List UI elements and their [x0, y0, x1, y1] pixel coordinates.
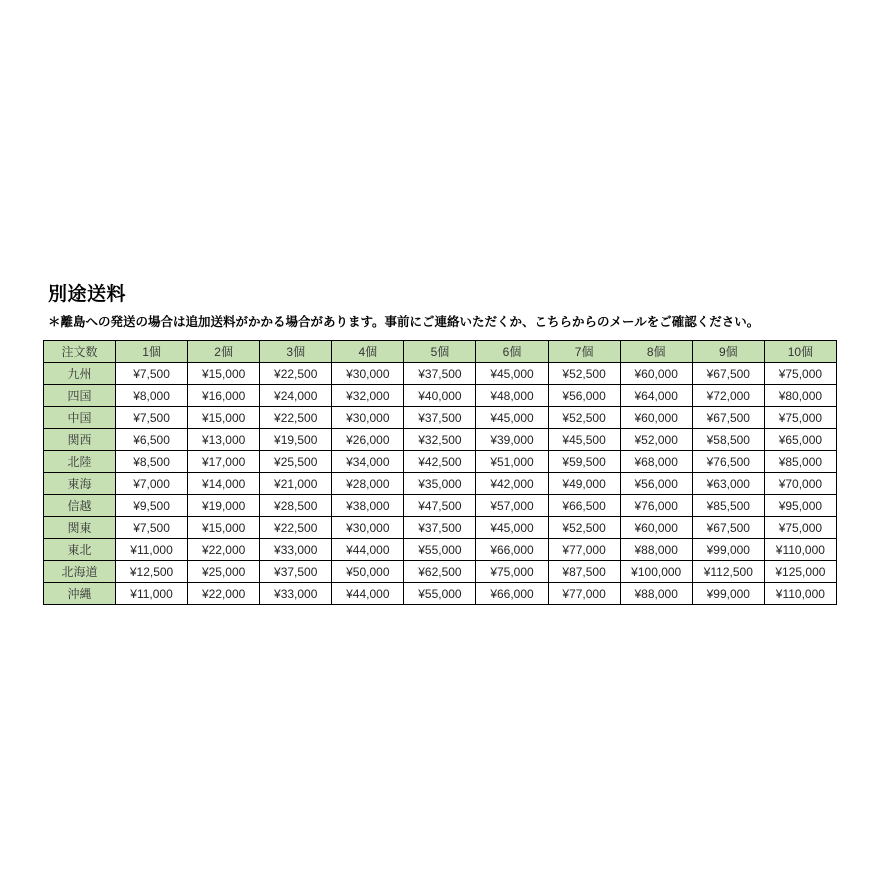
- price-cell: ¥88,000: [620, 539, 692, 561]
- price-cell: ¥37,500: [404, 407, 476, 429]
- table-row: [44, 517, 837, 539]
- price-cell: ¥60,000: [620, 407, 692, 429]
- price-cell: ¥34,000: [332, 451, 404, 473]
- price-cell: ¥85,500: [692, 495, 764, 517]
- price-cell: ¥33,000: [260, 583, 332, 605]
- column-header: 2個: [188, 341, 260, 363]
- price-cell: ¥100,000: [620, 561, 692, 583]
- price-cell: ¥75,000: [764, 517, 836, 539]
- price-cell: ¥88,000: [620, 583, 692, 605]
- region-label: 四国: [44, 385, 116, 407]
- price-cell: ¥52,000: [620, 429, 692, 451]
- region-label: 北海道: [44, 561, 116, 583]
- table-row: [44, 583, 837, 605]
- price-cell: ¥32,500: [404, 429, 476, 451]
- price-cell: ¥42,000: [476, 473, 548, 495]
- price-cell: ¥44,000: [332, 583, 404, 605]
- price-cell: ¥45,000: [476, 517, 548, 539]
- price-cell: ¥17,000: [188, 451, 260, 473]
- price-cell: ¥77,000: [548, 583, 620, 605]
- price-cell: ¥19,500: [260, 429, 332, 451]
- price-cell: ¥95,000: [764, 495, 836, 517]
- price-cell: ¥35,000: [404, 473, 476, 495]
- price-cell: ¥21,000: [260, 473, 332, 495]
- price-cell: ¥60,000: [620, 517, 692, 539]
- price-cell: ¥16,000: [188, 385, 260, 407]
- table-row: [44, 407, 837, 429]
- price-cell: ¥77,000: [548, 539, 620, 561]
- table-row: [44, 473, 837, 495]
- price-cell: ¥7,500: [116, 407, 188, 429]
- price-cell: ¥32,000: [332, 385, 404, 407]
- table-row: [44, 429, 837, 451]
- price-cell: ¥45,000: [476, 363, 548, 385]
- price-cell: ¥62,500: [404, 561, 476, 583]
- price-cell: ¥99,000: [692, 539, 764, 561]
- price-cell: ¥42,500: [404, 451, 476, 473]
- price-cell: ¥45,500: [548, 429, 620, 451]
- shipping-note: ＊離島への発送の場合は追加送料がかかる場合があります。事前にご連絡いただくか、こちらからのメールをご確認ください。: [48, 314, 760, 329]
- price-cell: ¥47,500: [404, 495, 476, 517]
- price-cell: ¥12,500: [116, 561, 188, 583]
- price-cell: ¥58,500: [692, 429, 764, 451]
- region-label: 信越: [44, 495, 116, 517]
- price-cell: ¥8,000: [116, 385, 188, 407]
- price-cell: ¥67,500: [692, 407, 764, 429]
- price-cell: ¥39,000: [476, 429, 548, 451]
- price-cell: ¥22,000: [188, 539, 260, 561]
- price-cell: ¥60,000: [620, 363, 692, 385]
- column-header: 10個: [764, 341, 836, 363]
- price-cell: ¥110,000: [764, 539, 836, 561]
- price-cell: ¥13,000: [188, 429, 260, 451]
- region-label: 沖縄: [44, 583, 116, 605]
- price-cell: ¥75,000: [476, 561, 548, 583]
- price-cell: ¥9,500: [116, 495, 188, 517]
- table-row: [44, 539, 837, 561]
- price-cell: ¥125,000: [764, 561, 836, 583]
- price-cell: ¥25,000: [188, 561, 260, 583]
- table-row: [44, 385, 837, 407]
- price-cell: ¥26,000: [332, 429, 404, 451]
- price-cell: ¥52,500: [548, 517, 620, 539]
- price-cell: ¥15,000: [188, 407, 260, 429]
- region-label: 関東: [44, 517, 116, 539]
- price-cell: ¥99,000: [692, 583, 764, 605]
- price-cell: ¥57,000: [476, 495, 548, 517]
- price-cell: ¥66,500: [548, 495, 620, 517]
- table-row: [44, 495, 837, 517]
- price-cell: ¥19,000: [188, 495, 260, 517]
- price-cell: ¥72,000: [692, 385, 764, 407]
- region-label: 中国: [44, 407, 116, 429]
- region-label: 関西: [44, 429, 116, 451]
- price-cell: ¥24,000: [260, 385, 332, 407]
- price-cell: ¥37,500: [404, 363, 476, 385]
- price-cell: ¥22,500: [260, 517, 332, 539]
- price-cell: ¥66,000: [476, 583, 548, 605]
- price-cell: ¥76,000: [620, 495, 692, 517]
- price-cell: ¥15,000: [188, 363, 260, 385]
- price-cell: ¥7,500: [116, 517, 188, 539]
- column-header: 8個: [620, 341, 692, 363]
- price-cell: ¥85,000: [764, 451, 836, 473]
- price-cell: ¥38,000: [332, 495, 404, 517]
- price-cell: ¥45,000: [476, 407, 548, 429]
- price-cell: ¥33,000: [260, 539, 332, 561]
- price-cell: ¥66,000: [476, 539, 548, 561]
- price-cell: ¥59,500: [548, 451, 620, 473]
- price-cell: ¥49,000: [548, 473, 620, 495]
- price-cell: ¥37,500: [260, 561, 332, 583]
- price-cell: ¥22,000: [188, 583, 260, 605]
- price-cell: ¥8,500: [116, 451, 188, 473]
- price-cell: ¥67,500: [692, 363, 764, 385]
- price-cell: ¥44,000: [332, 539, 404, 561]
- column-header: 4個: [332, 341, 404, 363]
- column-header: 9個: [692, 341, 764, 363]
- price-cell: ¥7,000: [116, 473, 188, 495]
- price-cell: ¥112,500: [692, 561, 764, 583]
- price-cell: ¥51,000: [476, 451, 548, 473]
- shipping-fee-table: [43, 340, 837, 605]
- region-label: 九州: [44, 363, 116, 385]
- price-cell: ¥56,000: [548, 385, 620, 407]
- region-label: 東北: [44, 539, 116, 561]
- table-row: [44, 561, 837, 583]
- price-cell: ¥87,500: [548, 561, 620, 583]
- table-row: [44, 451, 837, 473]
- table-header-row: [44, 341, 837, 363]
- column-header: 3個: [260, 341, 332, 363]
- price-cell: ¥65,000: [764, 429, 836, 451]
- price-cell: ¥28,000: [332, 473, 404, 495]
- price-cell: ¥15,000: [188, 517, 260, 539]
- price-cell: ¥14,000: [188, 473, 260, 495]
- price-cell: ¥110,000: [764, 583, 836, 605]
- price-cell: ¥52,500: [548, 407, 620, 429]
- table-row: [44, 363, 837, 385]
- price-cell: ¥75,000: [764, 407, 836, 429]
- price-cell: ¥75,000: [764, 363, 836, 385]
- price-cell: ¥67,500: [692, 517, 764, 539]
- price-cell: ¥64,000: [620, 385, 692, 407]
- page-title: 別途送料: [48, 283, 127, 305]
- column-header: 7個: [548, 341, 620, 363]
- price-cell: ¥40,000: [404, 385, 476, 407]
- price-cell: ¥48,000: [476, 385, 548, 407]
- price-cell: ¥25,500: [260, 451, 332, 473]
- price-cell: ¥63,000: [692, 473, 764, 495]
- price-cell: ¥68,000: [620, 451, 692, 473]
- price-cell: ¥52,500: [548, 363, 620, 385]
- price-cell: ¥30,000: [332, 407, 404, 429]
- price-cell: ¥22,500: [260, 407, 332, 429]
- price-cell: ¥56,000: [620, 473, 692, 495]
- price-cell: ¥70,000: [764, 473, 836, 495]
- price-cell: ¥28,500: [260, 495, 332, 517]
- price-cell: ¥37,500: [404, 517, 476, 539]
- column-header: 5個: [404, 341, 476, 363]
- price-cell: ¥7,500: [116, 363, 188, 385]
- price-cell: ¥76,500: [692, 451, 764, 473]
- price-cell: ¥22,500: [260, 363, 332, 385]
- price-cell: ¥55,000: [404, 539, 476, 561]
- price-cell: ¥11,000: [116, 583, 188, 605]
- region-label: 北陸: [44, 451, 116, 473]
- region-label: 東海: [44, 473, 116, 495]
- corner-header: 注文数: [44, 341, 116, 363]
- column-header: 6個: [476, 341, 548, 363]
- price-cell: ¥55,000: [404, 583, 476, 605]
- column-header: 1個: [116, 341, 188, 363]
- price-cell: ¥30,000: [332, 517, 404, 539]
- price-cell: ¥6,500: [116, 429, 188, 451]
- price-cell: ¥50,000: [332, 561, 404, 583]
- price-cell: ¥11,000: [116, 539, 188, 561]
- price-cell: ¥80,000: [764, 385, 836, 407]
- price-cell: ¥30,000: [332, 363, 404, 385]
